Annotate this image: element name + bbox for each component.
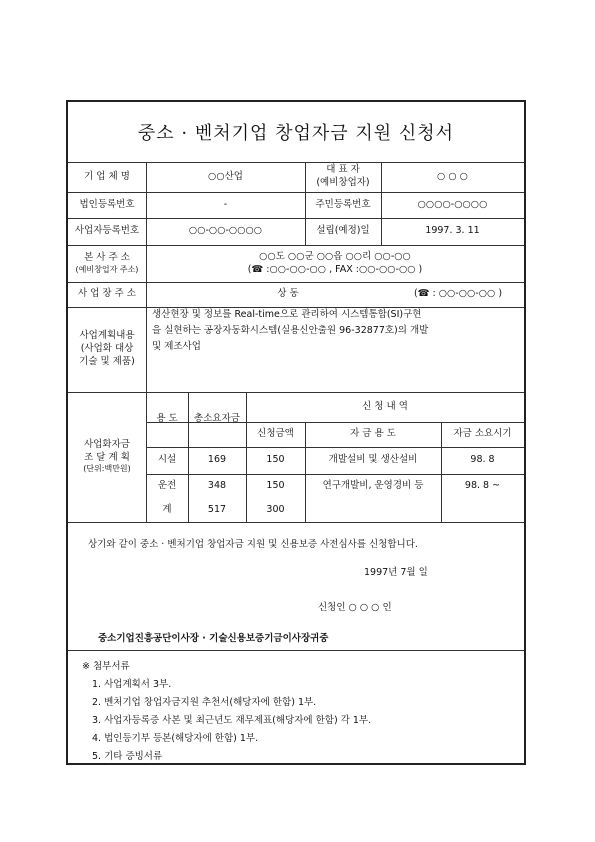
est-date: 1997. 3. 11 — [425, 225, 480, 237]
declaration-applicant: 신청인 ○ ○ ○ 인 — [318, 602, 392, 613]
declaration-statement: 상기와 같이 중소 · 벤처기업 창업자금 지원 및 신용보증 사전심사를 신청합니다. — [88, 539, 418, 550]
funding-row-purpose: 연구개발비, 운영경비 등 — [322, 480, 424, 492]
resident-no-label: 주민등록번호 — [315, 198, 371, 210]
funding-label — [68, 392, 146, 522]
funding-row-total: 517 — [207, 504, 227, 516]
company-name-label: 기 업 체 명 — [84, 170, 130, 182]
col-purpose-header: 자 금 용 도 — [350, 428, 396, 440]
attachment-item: 4. 법인등기부 등본(해당자에 한함) 1부. — [92, 733, 259, 744]
plan-label-line3: 기술 및 제품) — [79, 355, 135, 367]
ceo-label-line1: 대 표 자 — [326, 164, 360, 176]
divider — [68, 650, 524, 651]
funding-row-use: 계 — [162, 504, 172, 516]
plan-label-line1: 사업계획내용 — [79, 330, 135, 342]
funding-row-purpose: 개발설비 및 생산설비 — [328, 454, 418, 466]
hq-address — [146, 245, 524, 282]
funding-row-use: 운전 — [157, 480, 177, 492]
corp-no-label: 법인등록번호 — [79, 198, 135, 210]
ceo-name: ○ ○ ○ — [437, 170, 468, 182]
plan-line3: 및 제조사업 — [152, 341, 201, 353]
attachment-item: 3. 사업자등록증 사본 및 최근년도 재무제표(해당자에 한함) 각 1부. — [92, 715, 372, 726]
funding-row-total: 169 — [207, 454, 227, 466]
funding-row-amount: 150 — [266, 454, 285, 466]
col-request-header: 신 청 내 역 — [362, 400, 408, 412]
application-form — [66, 100, 526, 765]
col-total-header: 총소요자금 — [194, 413, 240, 425]
funding-row-amount: 300 — [266, 504, 285, 516]
funding-row-time: 98. 8 ~ — [464, 480, 501, 492]
attachment-item: 2. 벤처기업 창업자금지원 추천서(해당자에 한함) 1부. — [92, 697, 317, 708]
ceo-label-line2: (예비창업자) — [316, 177, 370, 188]
funding-row-total: 348 — [207, 480, 227, 492]
funding-row-use: 시설 — [157, 454, 177, 466]
declaration-recipient: 중소기업진흥공단이사장 · 기술신용보증기금이사장귀중 — [98, 633, 329, 644]
declaration-date: 1997년 7월 일 — [364, 567, 428, 578]
funding-row-amount: 150 — [266, 480, 285, 492]
site-address-label: 사 업 장 주 소 — [78, 288, 136, 300]
site-address: 상 동 — [277, 288, 299, 300]
est-date-label: 설립(예정)일 — [316, 225, 370, 237]
biz-no: ○○-○○-○○○○ — [188, 225, 263, 237]
funding-label-line2: 조 달 계 획 — [84, 451, 130, 463]
company-name: ○○산업 — [208, 170, 243, 182]
funding-row-purpose — [305, 499, 441, 522]
ceo-label — [305, 162, 381, 192]
funding-label-line3: (단위:백만원) — [83, 464, 131, 474]
hq-label-line1: 본 사 주 소 — [84, 251, 130, 263]
funding-label-line1: 사업화자금 — [84, 438, 130, 450]
attachment-item: 5. 기타 증빙서류 — [92, 751, 163, 762]
plan-label — [68, 307, 146, 392]
hq-address-line2: (☎ :○○-○○-○○ , FAX :○○-○○-○○ ) — [247, 263, 423, 275]
funding-row-time — [441, 499, 524, 522]
plan-line2: 을 실현하는 공장자동화시스템(실용신안출원 96-32877호)의 개발 — [152, 325, 429, 337]
funding-row-time: 98. 8 — [470, 454, 495, 466]
form-title: 중소 · 벤처기업 창업자금 지원 신청서 — [137, 123, 455, 144]
plan-label-line2: (사업화 대상 — [80, 343, 134, 355]
col-use-header: 용 도 — [156, 413, 178, 425]
plan-line1: 생산현장 및 정보를 Real-time으로 관리하여 시스템통합(SI)구현 — [152, 309, 422, 320]
divider — [68, 522, 524, 523]
corp-no: - — [223, 198, 228, 210]
site-phone: (☎ : ○○-○○-○○ ) — [413, 288, 503, 300]
hq-address-line1: ○○도 ○○군 ○○읍 ○○리 ○○-○○ — [259, 250, 411, 262]
attachment-item: 1. 사업계획서 3부. — [92, 679, 172, 690]
divider — [146, 307, 147, 392]
col-time-header: 자금 소요시기 — [453, 428, 512, 440]
attachments-header: ※ 첨부서류 — [82, 661, 130, 672]
hq-address-label — [68, 245, 146, 282]
col-amount-header: 신청금액 — [257, 428, 294, 440]
hq-label-line2: (예비창업자 주소) — [75, 264, 139, 274]
plan-content — [152, 307, 522, 371]
resident-no: ○○○○-○○○○ — [417, 198, 488, 210]
biz-no-label: 사업자등록번호 — [74, 225, 140, 237]
